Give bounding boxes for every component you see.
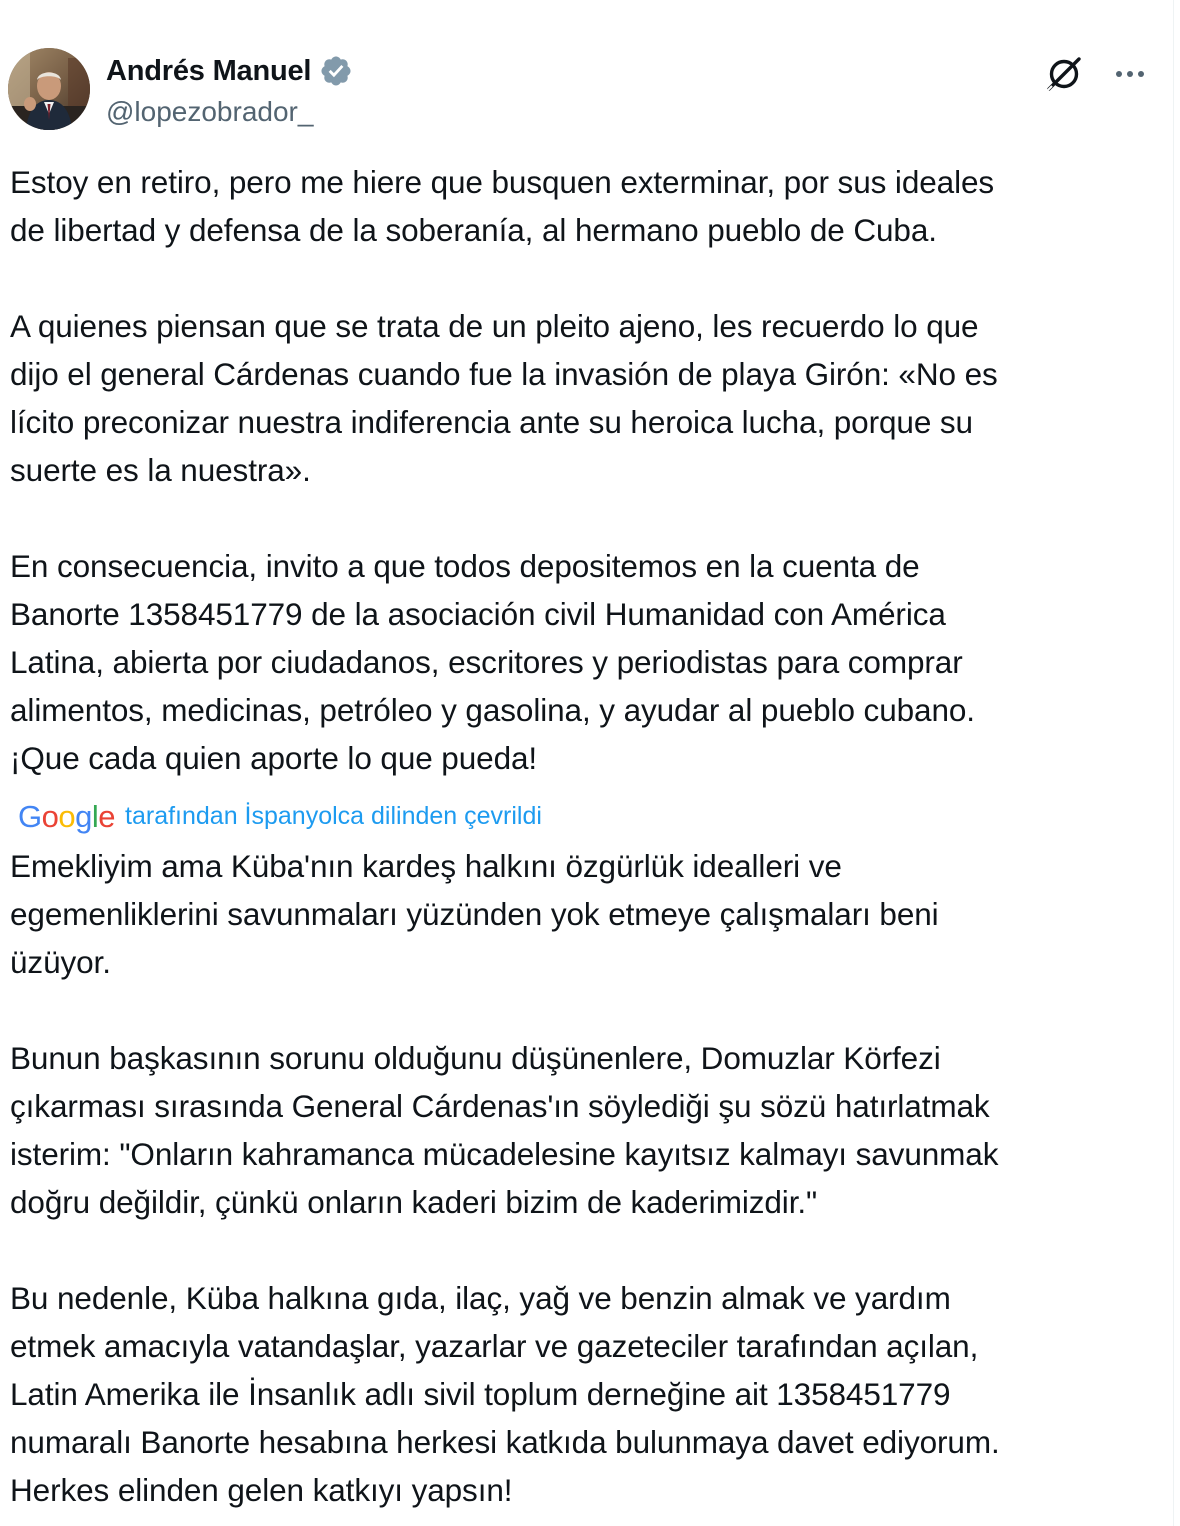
verified-badge-icon[interactable]	[319, 54, 353, 88]
tweet-original-text: Estoy en retiro, pero me hiere que busquen exterminar, por sus ideales de libertad y defensa de la soberanía, al hermano pueblo de Cuba. A quienes piensan que se trata de un pleito ajeno, les recuerdo lo que dijo el general Cárdenas cuando fue la invasión de playa Girón: «No es lícito preconizar nuestra indiferencia ante su heroica lucha, porque su suerte es la nuestra». En consecuencia, invito a que todos depositemos en la cuenta de Banorte 1358451779 de la asociación civil Humanidad con América Latina, abierta por ciudadanos, escritores y periodistas para comprar alimentos, medicinas, petróleo y gasolina, y ayudar al pueblo cubano. ¡Que cada quien aporte lo que pueda!	[10, 164, 998, 776]
author-handle[interactable]: @lopezobrador_	[106, 96, 314, 127]
more-options-icon[interactable]	[1110, 54, 1150, 94]
header-actions	[1044, 54, 1150, 94]
translated-by-link[interactable]: tarafından İspanyolca dilinden çevrildi	[125, 801, 542, 830]
translation-attribution	[10, 790, 1140, 842]
google-logo: Google	[18, 798, 116, 834]
avatar[interactable]	[8, 48, 90, 130]
timeline-border	[1173, 0, 1174, 1526]
tweet-translated-text: Emekliyim ama Küba'nın kardeş halkını özgürlük idealleri ve egemenliklerini savunmaları yüzünden yok etmeye çalışmaları beni üzüyor. Bunun başkasının sorunu olduğunu düşünenlere, Domuzlar Körfezi çıkarması sırasında General Cárdenas'ın söylediği şu sözü hatırlatmak isterim: "Onların kahramanca mücadelesine kayıtsız kalmayı savunmak doğru değildir, çünkü onların kaderi bizim de kaderimizdir." Bu nedenle, Küba halkına gıda, ilaç, yağ ve benzin almak ve yardım etmek amacıyla vatandaşlar, yazarlar ve gazeteciler tarafından açılan, Latin Amerika ile İnsanlık adlı sivil toplum derneğine ait 1358451779 numaralı Banorte hesabına herkesi katkıda bulunmaya davet ediyorum. Herkes elinden gelen katkıyı yapsın!	[10, 848, 1000, 1508]
display-name-row[interactable]	[106, 52, 353, 90]
author-info[interactable]	[106, 52, 353, 130]
grok-icon[interactable]	[1044, 54, 1084, 94]
tweet-content	[10, 158, 1140, 1514]
tweet-header	[8, 48, 1150, 132]
display-name[interactable]: Andrés Manuel	[106, 54, 312, 87]
avatar-image	[8, 48, 90, 130]
